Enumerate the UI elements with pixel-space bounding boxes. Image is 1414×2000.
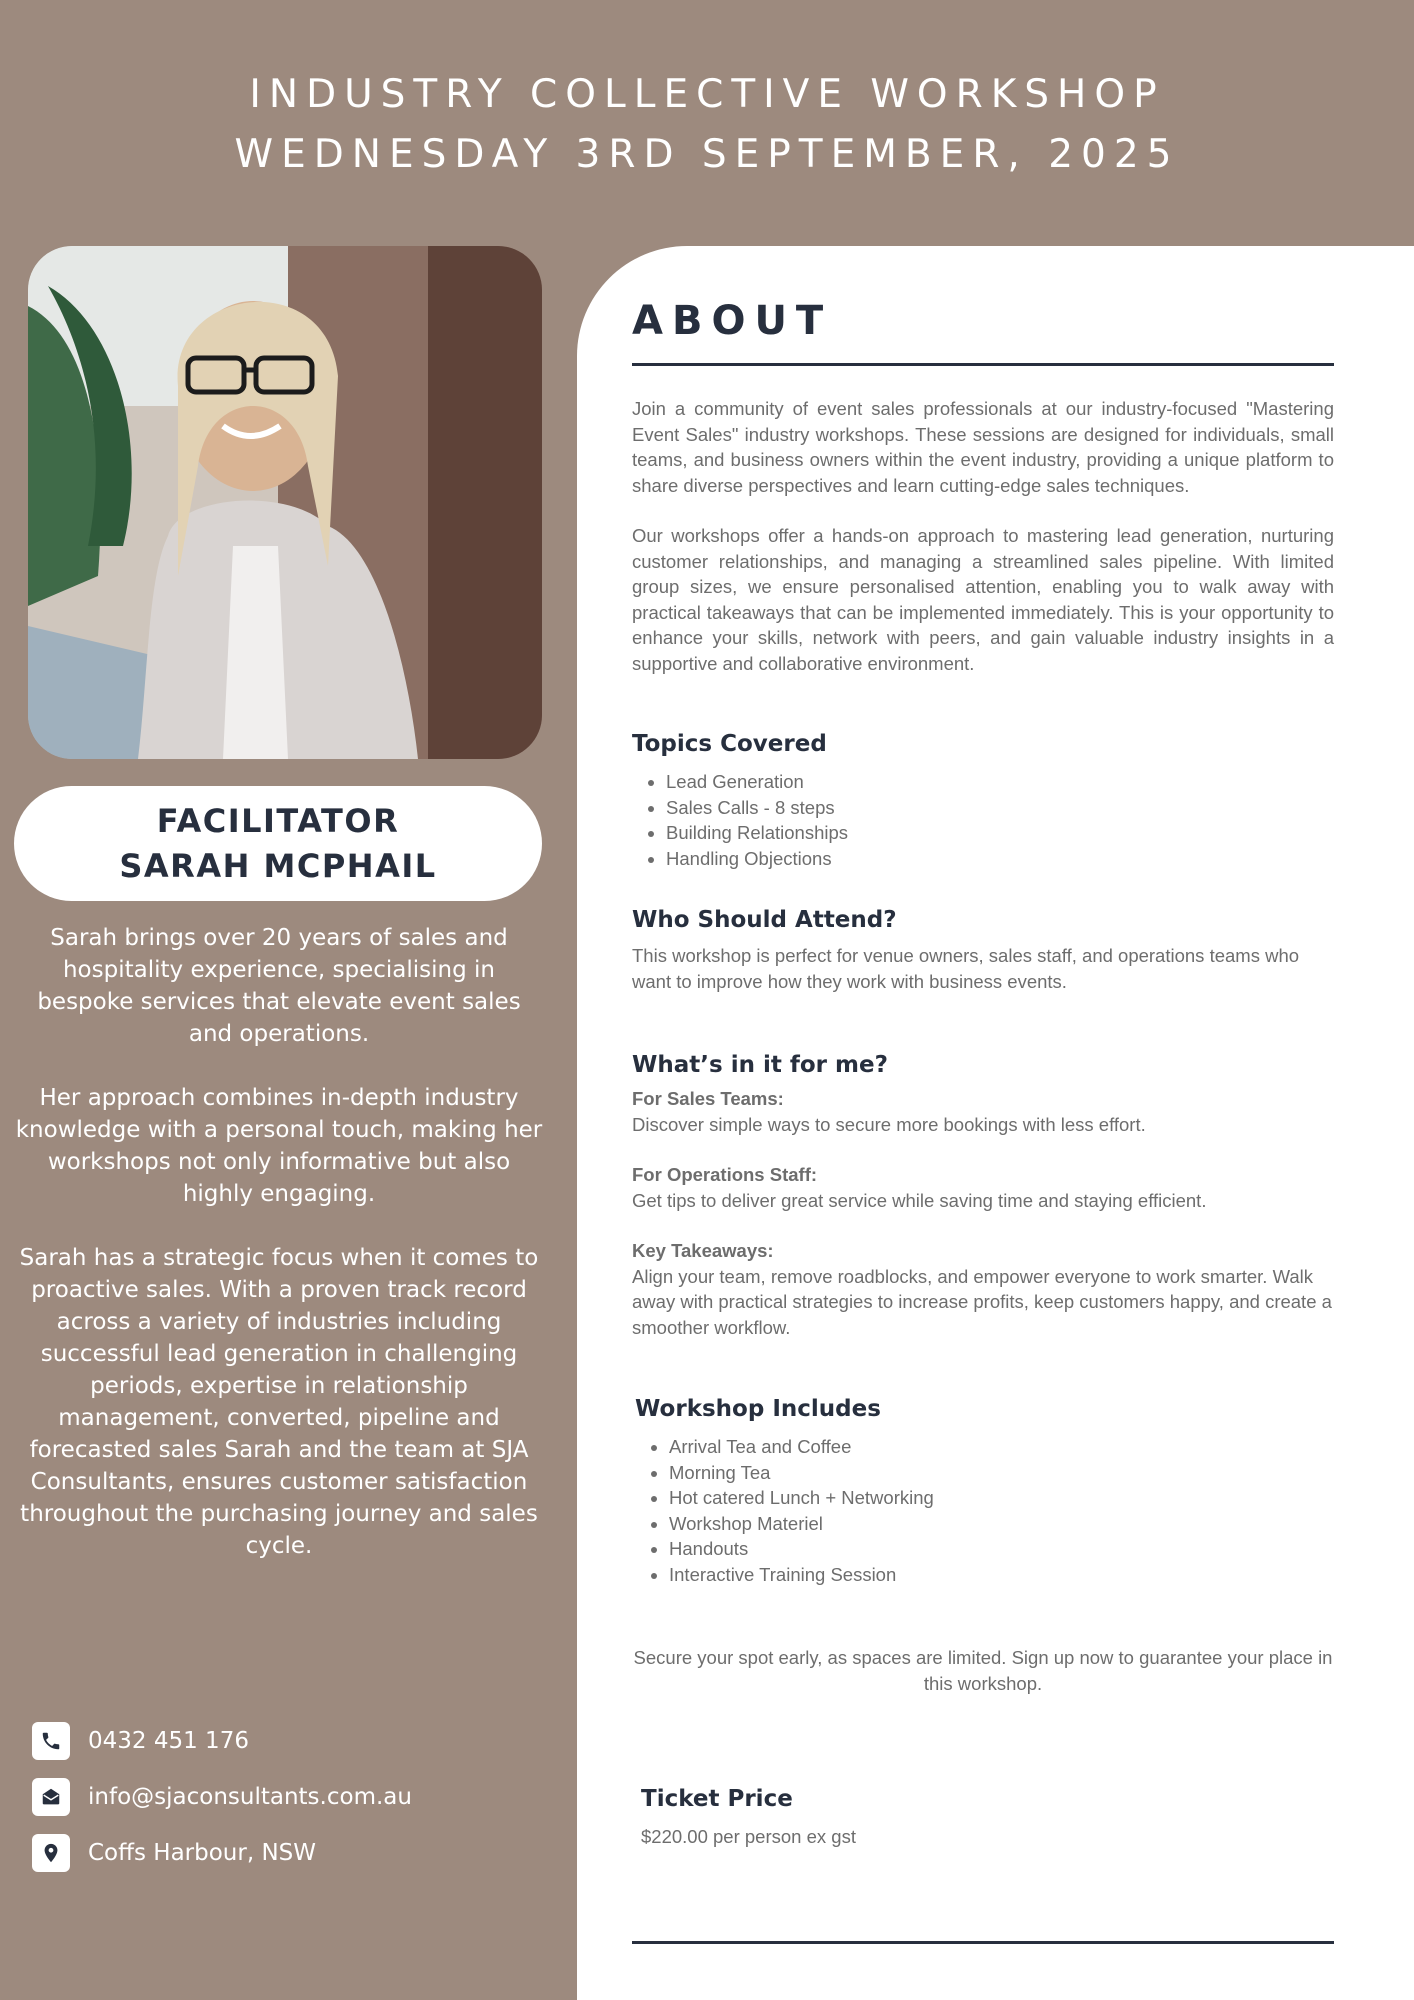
list-item: • Building Relationships xyxy=(666,820,1334,846)
contact-list xyxy=(32,1722,552,1890)
header-banner xyxy=(0,0,1414,246)
takeaways-text: Align your team, remove roadblocks, and empower everyone to work smarter. Walk away with practical strategies to increase profits, keep customers happy, and create a smoother workflow. xyxy=(632,1265,1332,1338)
attend-text: This workshop is perfect for venue owners, sales staff, and operations teams who want to improve how they work with business events. xyxy=(632,945,1300,992)
facilitator-name: SARAH MCPHAIL xyxy=(119,846,437,885)
list-item: • Arrival Tea and Coffee xyxy=(669,1434,1337,1460)
event-date: WEDNESDAY 3RD SEPTEMBER, 2025 xyxy=(234,132,1180,177)
about-paragraph: Our workshops offer a hands-on approach to mastering lead generation, nurturing customer relationships, and managing a streamlined sales pipeline. With limited group sizes, we ensure personalised attention, enabling you to walk away with practical takeaways that can be implemented immediately. This is your opportunity to enhance your skills, network with peers, and gain valuable industry insights in a supportive and collaborative environment. xyxy=(632,525,1334,674)
map-pin-icon xyxy=(32,1834,70,1872)
bio-paragraph: Her approach combines in-depth industry knowledge with a personal touch, making her workshops not only informative but also highly engaging. xyxy=(15,1085,543,1207)
location-text: Coffs Harbour, NSW xyxy=(88,1840,316,1866)
cta-section xyxy=(632,1645,1334,1696)
sales-text: Discover simple ways to secure more bookings with less effort. xyxy=(632,1113,1146,1135)
list-item: • Interactive Training Session xyxy=(669,1562,1337,1588)
about-paragraph: Join a community of event sales professionals at our industry-focused "Mastering Event Sales" industry workshops. These sessions are designed for individuals, small teams, and business owners within the event industry, providing a unique platform to share diverse perspectives and learn cutting-edge sales techniques. xyxy=(632,398,1334,496)
attend-heading: Who Should Attend? xyxy=(632,907,897,933)
email-address: info@sjaconsultants.com.au xyxy=(88,1784,412,1810)
list-item: • Hot catered Lunch + Networking xyxy=(669,1485,1337,1511)
takeaways-label: Key Takeaways: xyxy=(632,1240,774,1261)
list-item: • Morning Tea xyxy=(669,1460,1337,1486)
bio-paragraph: Sarah brings over 20 years of sales and hospitality experience, specialising in bespoke services that elevate event sales and operations. xyxy=(37,925,521,1047)
list-item: • Handling Objections xyxy=(666,846,1334,872)
about-section xyxy=(632,396,1334,676)
includes-heading: Workshop Includes xyxy=(635,1396,881,1422)
facilitator-photo xyxy=(28,246,542,759)
ticket-section xyxy=(641,1786,1343,1850)
contact-email[interactable] xyxy=(32,1778,552,1816)
includes-section xyxy=(635,1396,1337,1587)
about-divider xyxy=(632,363,1334,366)
list-item: • Handouts xyxy=(669,1536,1337,1562)
ops-text: Get tips to deliver great service while saving time and staying efficient. xyxy=(632,1189,1207,1211)
includes-list xyxy=(635,1434,1337,1587)
about-heading: ABOUT xyxy=(632,298,833,344)
cta-text: Secure your spot early, as spaces are limited. Sign up now to guarantee your place in this workshop. xyxy=(633,1647,1333,1694)
topics-heading: Topics Covered xyxy=(632,731,827,757)
list-item: • Workshop Materiel xyxy=(669,1511,1337,1537)
footer-divider xyxy=(632,1941,1334,1944)
topics-section xyxy=(632,731,1334,871)
ops-label: For Operations Staff: xyxy=(632,1164,818,1185)
contact-location xyxy=(32,1834,552,1872)
phone-icon xyxy=(32,1722,70,1760)
phone-number: 0432 451 176 xyxy=(88,1728,249,1754)
benefits-section xyxy=(632,1052,1334,1340)
ticket-heading: Ticket Price xyxy=(641,1786,793,1812)
envelope-icon xyxy=(32,1778,70,1816)
topics-list xyxy=(632,769,1334,871)
list-item: • Sales Calls - 8 steps xyxy=(666,795,1334,821)
sales-label: For Sales Teams: xyxy=(632,1088,784,1109)
facilitator-badge xyxy=(14,786,542,901)
facilitator-bio xyxy=(14,922,544,1594)
bio-paragraph: Sarah has a strategic focus when it comes to proactive sales. With a proven track record across a variety of industries including successful lead generation in challenging periods, expertise in relationship management, converted, pipeline and forecasted sales Sarah and the team at SJA Consultants, ensures customer satisfaction throughout the purchasing journey and sales cycle. xyxy=(19,1245,539,1559)
attend-section xyxy=(632,907,1334,994)
ticket-price: $220.00 per person ex gst xyxy=(641,1826,856,1847)
list-item: • Lead Generation xyxy=(666,769,1334,795)
contact-phone[interactable] xyxy=(32,1722,552,1760)
benefits-heading: What’s in it for me? xyxy=(632,1052,888,1078)
facilitator-role: FACILITATOR xyxy=(156,801,400,840)
event-title: INDUSTRY COLLECTIVE WORKSHOP xyxy=(249,72,1165,117)
